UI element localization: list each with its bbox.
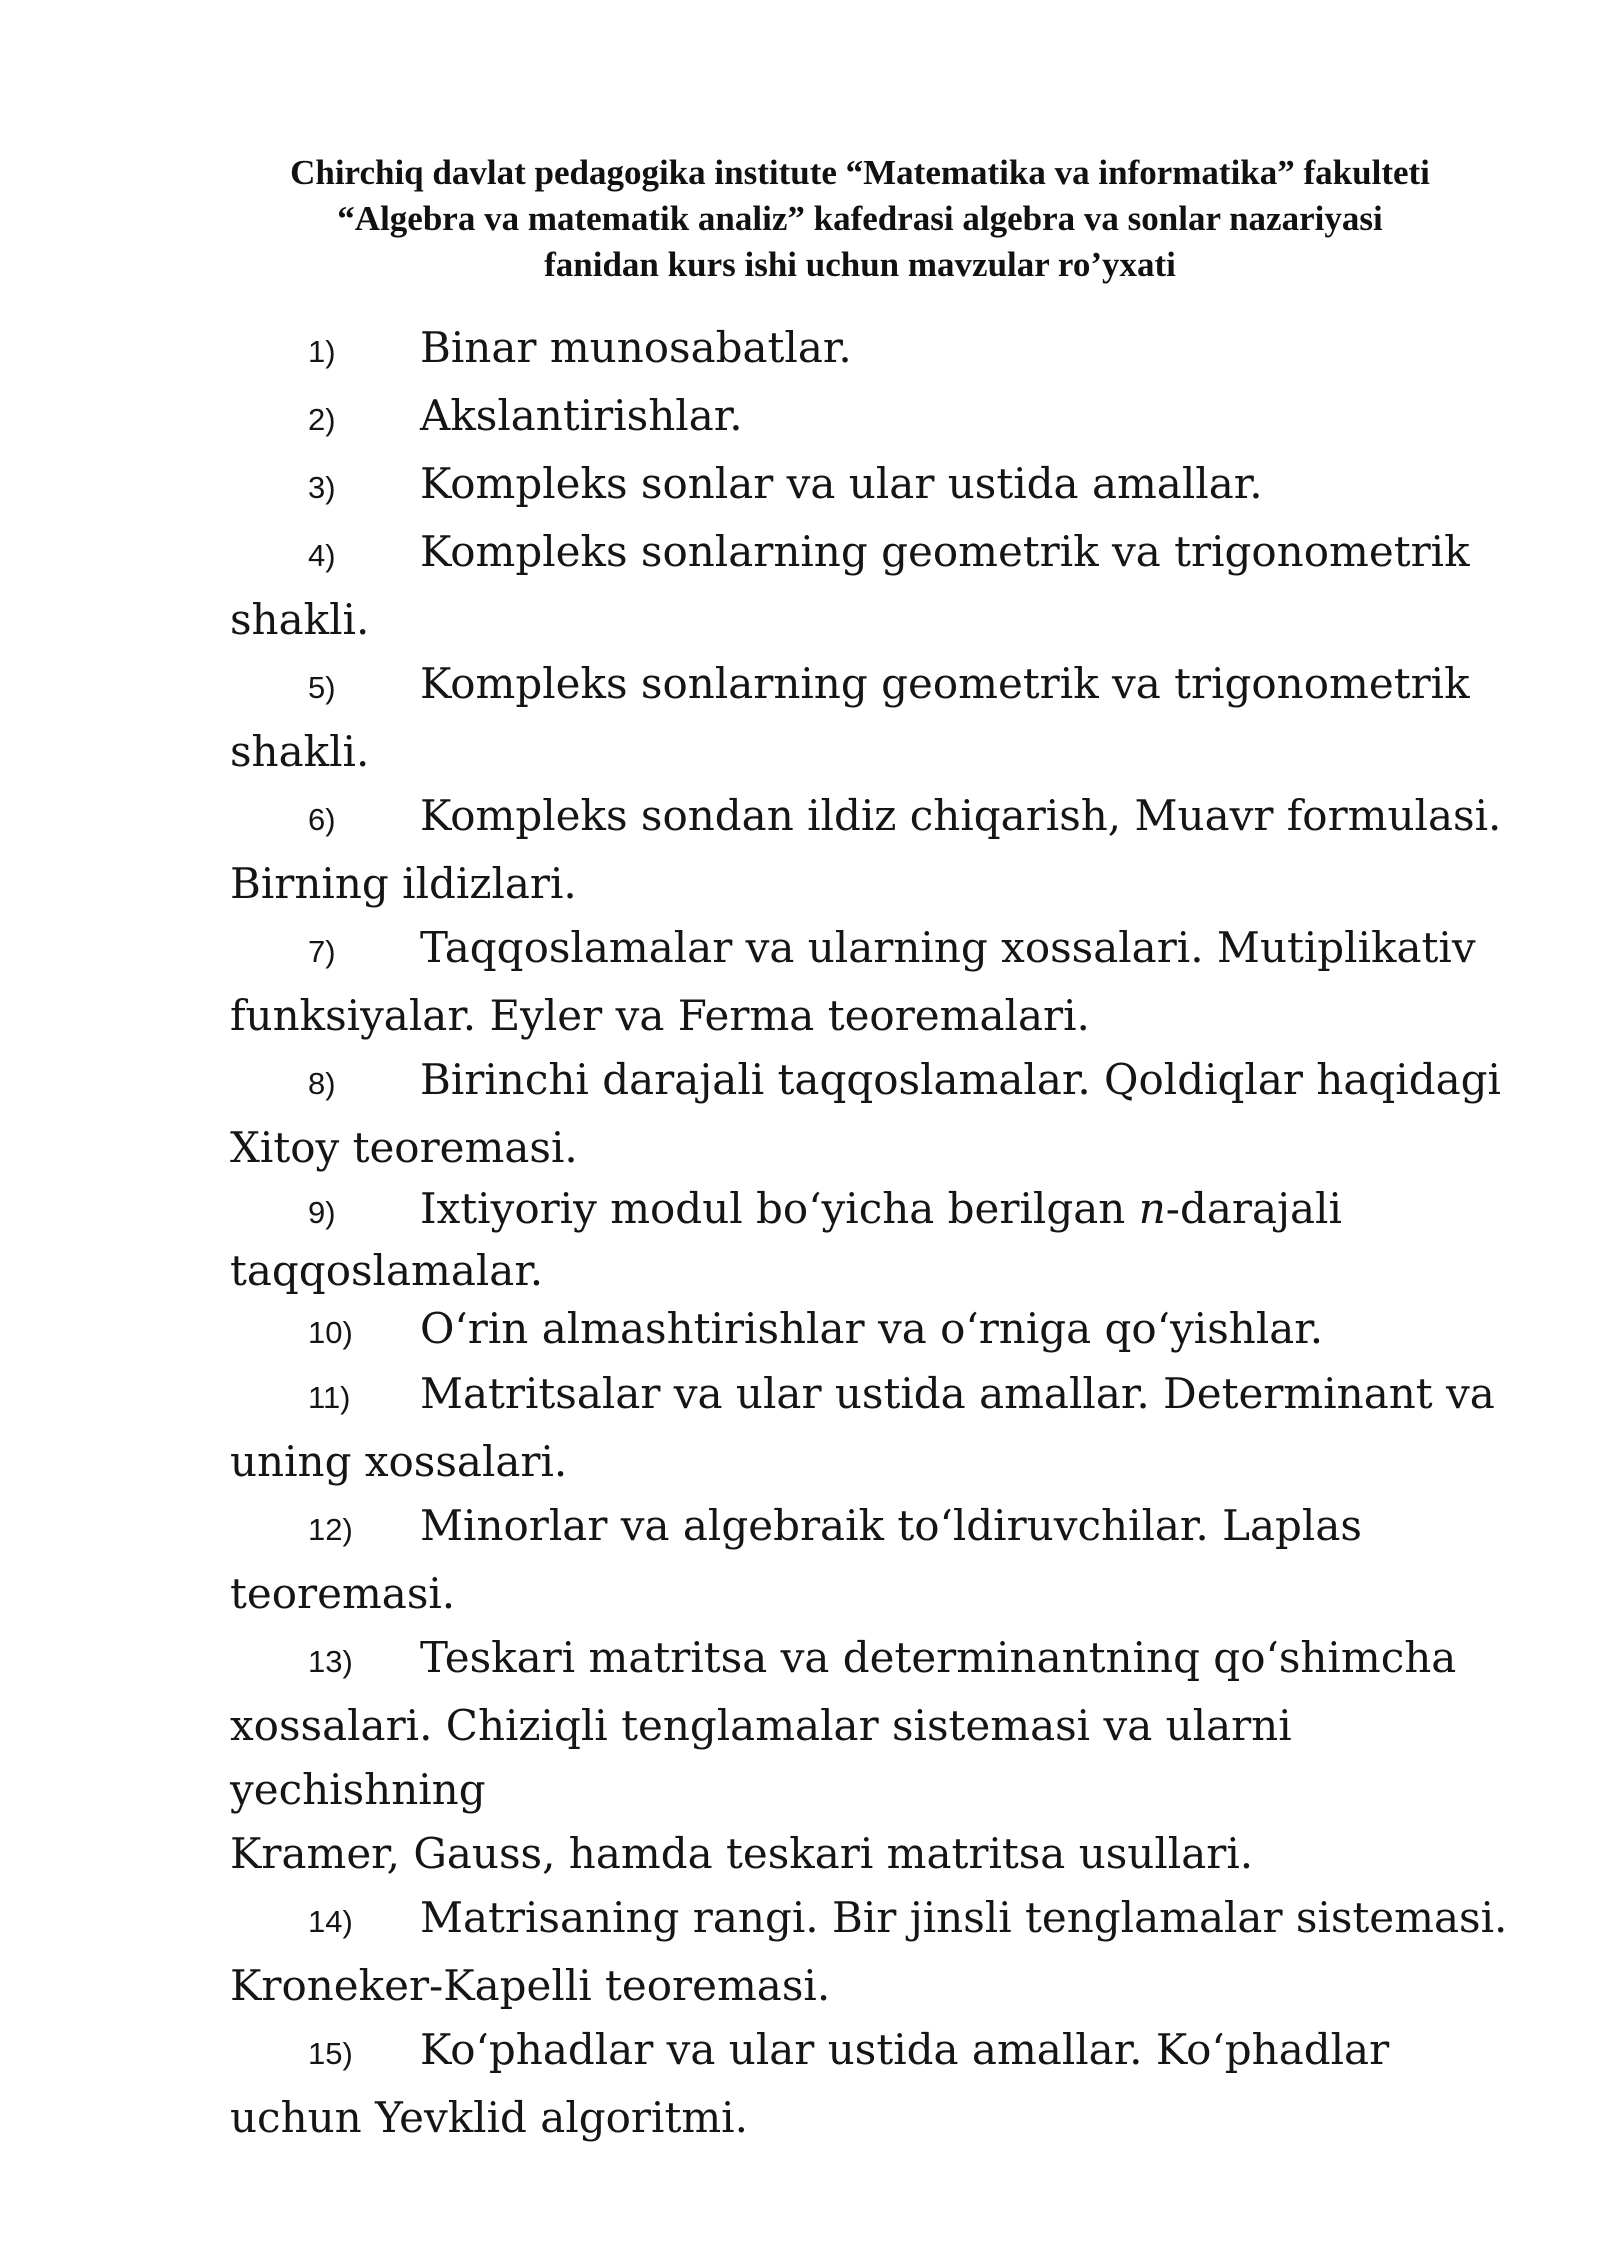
list-item (230, 316, 1530, 384)
item-number: 12) (308, 1512, 353, 1547)
list-item (230, 1494, 1530, 1626)
item-text: Birinchi darajali taqqoslamalar. Qoldiqlar haqidagi Xitoy teoremasi. (230, 1055, 1501, 1172)
list-item (230, 1626, 1530, 1886)
item-text-after: -darajali taqqoslamalar. (230, 1184, 1342, 1295)
list-item (230, 784, 1530, 916)
list-item (230, 1048, 1530, 1180)
item-text: Matritsalar va ular ustida amallar. Determinant va uning xossalari. (230, 1369, 1495, 1486)
item-text: Kompleks sonlarning geometrik va trigonometrik shakli. (230, 527, 1470, 644)
list-item (230, 1300, 1530, 1362)
item-number: 3) (308, 470, 336, 505)
item-number: 15) (308, 2036, 353, 2071)
item-number: 2) (308, 402, 336, 437)
item-text-continuation: Kramer, Gauss, hamda teskari matritsa usullari. (230, 1829, 1254, 1878)
item-number: 13) (308, 1644, 353, 1679)
item-text: Taqqoslamalar va ularning xossalari. Mutiplikativ funksiyalar. Eyler va Ferma teoremalari. (230, 923, 1476, 1040)
item-text: Minorlar va algebraik to‘ldiruvchilar. Laplas teoremasi. (230, 1501, 1362, 1618)
header-line-2: “Algebra va matematik analiz” kafedrasi algebra va sonlar nazariyasi (337, 199, 1383, 238)
item-text: Ko‘phadlar va ular ustida amallar. Ko‘phadlar uchun Yevklid algoritmi. (230, 2025, 1390, 2142)
item-text: Matrisaning rangi. Bir jinsli tenglamalar sistemasi. Kroneker-Kapelli teoremasi. (230, 1893, 1508, 2010)
item-text: Binar munosabatlar. (420, 323, 852, 372)
item-variable: n (1138, 1184, 1166, 1233)
item-text: Kompleks sonlar va ular ustida amallar. (420, 459, 1263, 508)
item-number: 9) (308, 1195, 336, 1230)
item-number: 7) (308, 934, 336, 969)
item-text: Kompleks sonlarning geometrik va trigonometrik shakli. (230, 659, 1470, 776)
item-number: 8) (308, 1066, 336, 1101)
item-number: 14) (308, 1904, 353, 1939)
item-text: Teskari matritsa va determinantninq qo‘shimcha xossalari. Chiziqli tenglamalar sistemasi va ularni yechishning (230, 1633, 1457, 1814)
item-number: 1) (308, 334, 336, 369)
list-item (230, 520, 1530, 652)
list-item (230, 1180, 1530, 1300)
list-item (230, 1886, 1530, 2018)
item-text-before: Ixtiyoriy modul bo‘yicha berilgan (420, 1184, 1139, 1233)
item-number: 11) (308, 1380, 351, 1415)
list-item (230, 384, 1530, 452)
list-item (230, 1362, 1530, 1494)
item-text: Akslantirishlar. (420, 391, 743, 440)
item-text: O‘rin almashtirishlar va o‘rniga qo‘yishlar. (420, 1304, 1324, 1353)
header-line-1: Chirchiq davlat pedagogika institute “Matematika va informatika” fakulteti (290, 153, 1430, 192)
list-item (230, 452, 1530, 520)
topic-list (230, 316, 1530, 2150)
header-line-3: fanidan kurs ishi uchun mavzular ro’yxati (544, 245, 1176, 284)
item-number: 5) (308, 670, 336, 705)
item-text: Kompleks sondan ildiz chiqarish, Muavr formulasi. Birning ildizlari. (230, 791, 1502, 908)
item-number: 6) (308, 802, 336, 837)
list-item (230, 2018, 1530, 2150)
item-number: 4) (308, 538, 336, 573)
list-item (230, 652, 1530, 784)
list-item (230, 916, 1530, 1048)
document-header (200, 150, 1520, 288)
item-number: 10) (308, 1315, 353, 1350)
